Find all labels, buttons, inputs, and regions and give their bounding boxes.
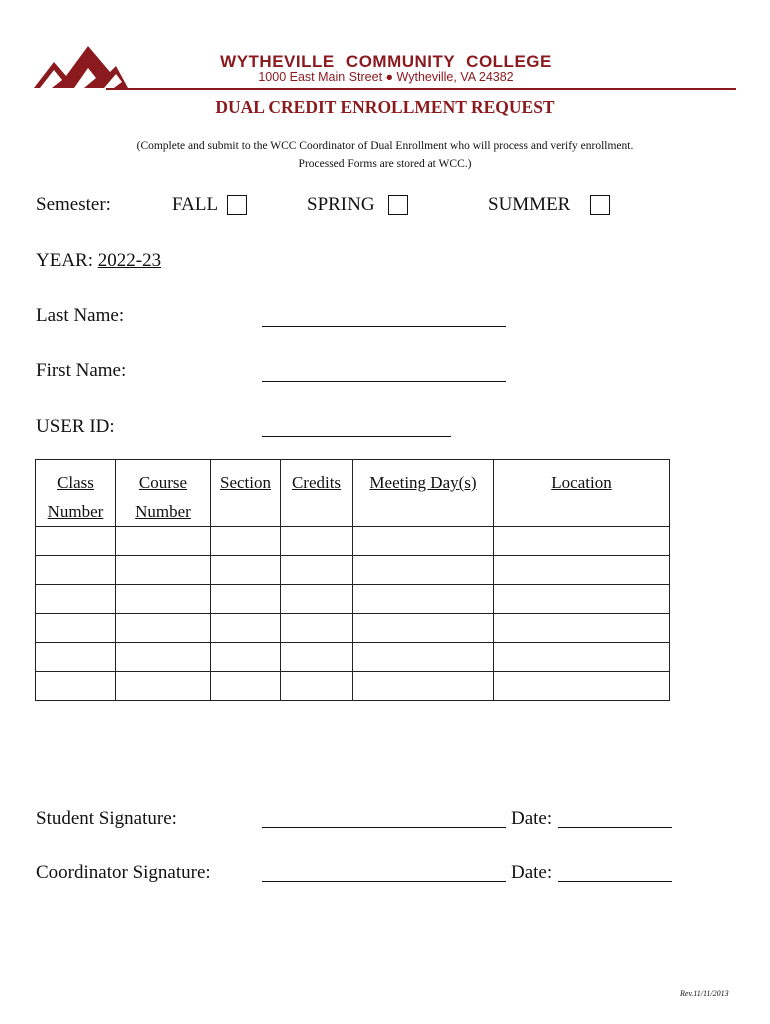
header-meeting-days: Meeting Day(s)	[353, 460, 494, 527]
table-cell[interactable]	[36, 672, 116, 701]
coordinator-signature-input[interactable]	[262, 865, 506, 882]
form-instructions	[60, 137, 710, 173]
table-cell[interactable]	[494, 556, 670, 585]
table-cell[interactable]	[116, 556, 211, 585]
student-signature-input[interactable]	[262, 811, 506, 828]
table-cell[interactable]	[353, 585, 494, 614]
table-cell[interactable]	[281, 614, 353, 643]
table-row	[36, 614, 670, 643]
college-name: WYTHEVILLE COMMUNITY COLLEGE	[220, 52, 552, 71]
year-label: YEAR:	[36, 250, 93, 271]
table-row	[36, 556, 670, 585]
semester-option-spring-label: SPRING	[307, 194, 375, 215]
table-cell[interactable]	[211, 672, 281, 701]
header-location: Location	[494, 460, 670, 527]
table-cell[interactable]	[281, 527, 353, 556]
table-row	[36, 672, 670, 701]
instructions-line-1: (Complete and submit to the WCC Coordinator of Dual Enrollment who will process and verify enrollment.	[136, 140, 634, 152]
table-cell[interactable]	[36, 643, 116, 672]
table-cell[interactable]	[116, 585, 211, 614]
first-name-input[interactable]	[262, 365, 506, 382]
table-row	[36, 527, 670, 556]
header-section: Section	[211, 460, 281, 527]
student-date-label: Date:	[511, 808, 553, 829]
table-cell[interactable]	[281, 556, 353, 585]
semester-option-summer-label: SUMMER	[488, 194, 571, 215]
year-field	[36, 250, 161, 272]
last-name-input[interactable]	[262, 310, 506, 327]
table-cell[interactable]	[116, 614, 211, 643]
semester-label: Semester:	[36, 194, 111, 215]
year-value: 2022-23	[97, 250, 162, 271]
table-cell[interactable]	[211, 614, 281, 643]
form-title: DUAL CREDIT ENROLLMENT REQUEST	[215, 97, 555, 117]
user-id-label: USER ID:	[36, 416, 115, 437]
header-class-number: Class Number	[36, 460, 116, 527]
student-date-input[interactable]	[558, 811, 672, 828]
coordinator-date-input[interactable]	[558, 865, 672, 882]
table-cell[interactable]	[211, 527, 281, 556]
table-cell[interactable]	[281, 643, 353, 672]
table-cell[interactable]	[211, 643, 281, 672]
table-cell[interactable]	[281, 672, 353, 701]
table-cell[interactable]	[353, 614, 494, 643]
course-table	[35, 459, 670, 701]
student-signature-label: Student Signature:	[36, 808, 177, 829]
coordinator-date-label: Date:	[511, 862, 553, 883]
college-address: 1000 East Main Street ● Wytheville, VA 24382	[258, 70, 514, 84]
mountain-peaks-logo-icon	[34, 44, 128, 90]
table-cell[interactable]	[36, 527, 116, 556]
header-divider	[106, 88, 736, 90]
table-header-row	[36, 460, 670, 527]
table-cell[interactable]	[116, 672, 211, 701]
semester-option-fall-label: FALL	[172, 194, 219, 215]
instructions-line-2: Processed Forms are stored at WCC.)	[298, 158, 472, 170]
table-cell[interactable]	[494, 643, 670, 672]
table-cell[interactable]	[494, 672, 670, 701]
table-row	[36, 643, 670, 672]
table-cell[interactable]	[494, 614, 670, 643]
table-cell[interactable]	[36, 556, 116, 585]
table-cell[interactable]	[211, 585, 281, 614]
table-cell[interactable]	[494, 585, 670, 614]
header-course-number: Course Number	[116, 460, 211, 527]
first-name-label: First Name:	[36, 360, 127, 381]
spring-checkbox[interactable]	[388, 195, 408, 215]
table-cell[interactable]	[211, 556, 281, 585]
table-cell[interactable]	[353, 556, 494, 585]
table-cell[interactable]	[36, 585, 116, 614]
table-cell[interactable]	[36, 614, 116, 643]
last-name-label: Last Name:	[36, 305, 125, 326]
coordinator-signature-label: Coordinator Signature:	[36, 862, 211, 883]
table-cell[interactable]	[494, 527, 670, 556]
table-cell[interactable]	[116, 527, 211, 556]
header-credits: Credits	[281, 460, 353, 527]
table-cell[interactable]	[353, 643, 494, 672]
table-cell[interactable]	[281, 585, 353, 614]
revision-note: Rev.11/11/2013	[680, 989, 729, 998]
summer-checkbox[interactable]	[590, 195, 610, 215]
table-cell[interactable]	[353, 527, 494, 556]
table-cell[interactable]	[116, 643, 211, 672]
user-id-input[interactable]	[262, 420, 451, 437]
table-cell[interactable]	[353, 672, 494, 701]
table-row	[36, 585, 670, 614]
fall-checkbox[interactable]	[227, 195, 247, 215]
